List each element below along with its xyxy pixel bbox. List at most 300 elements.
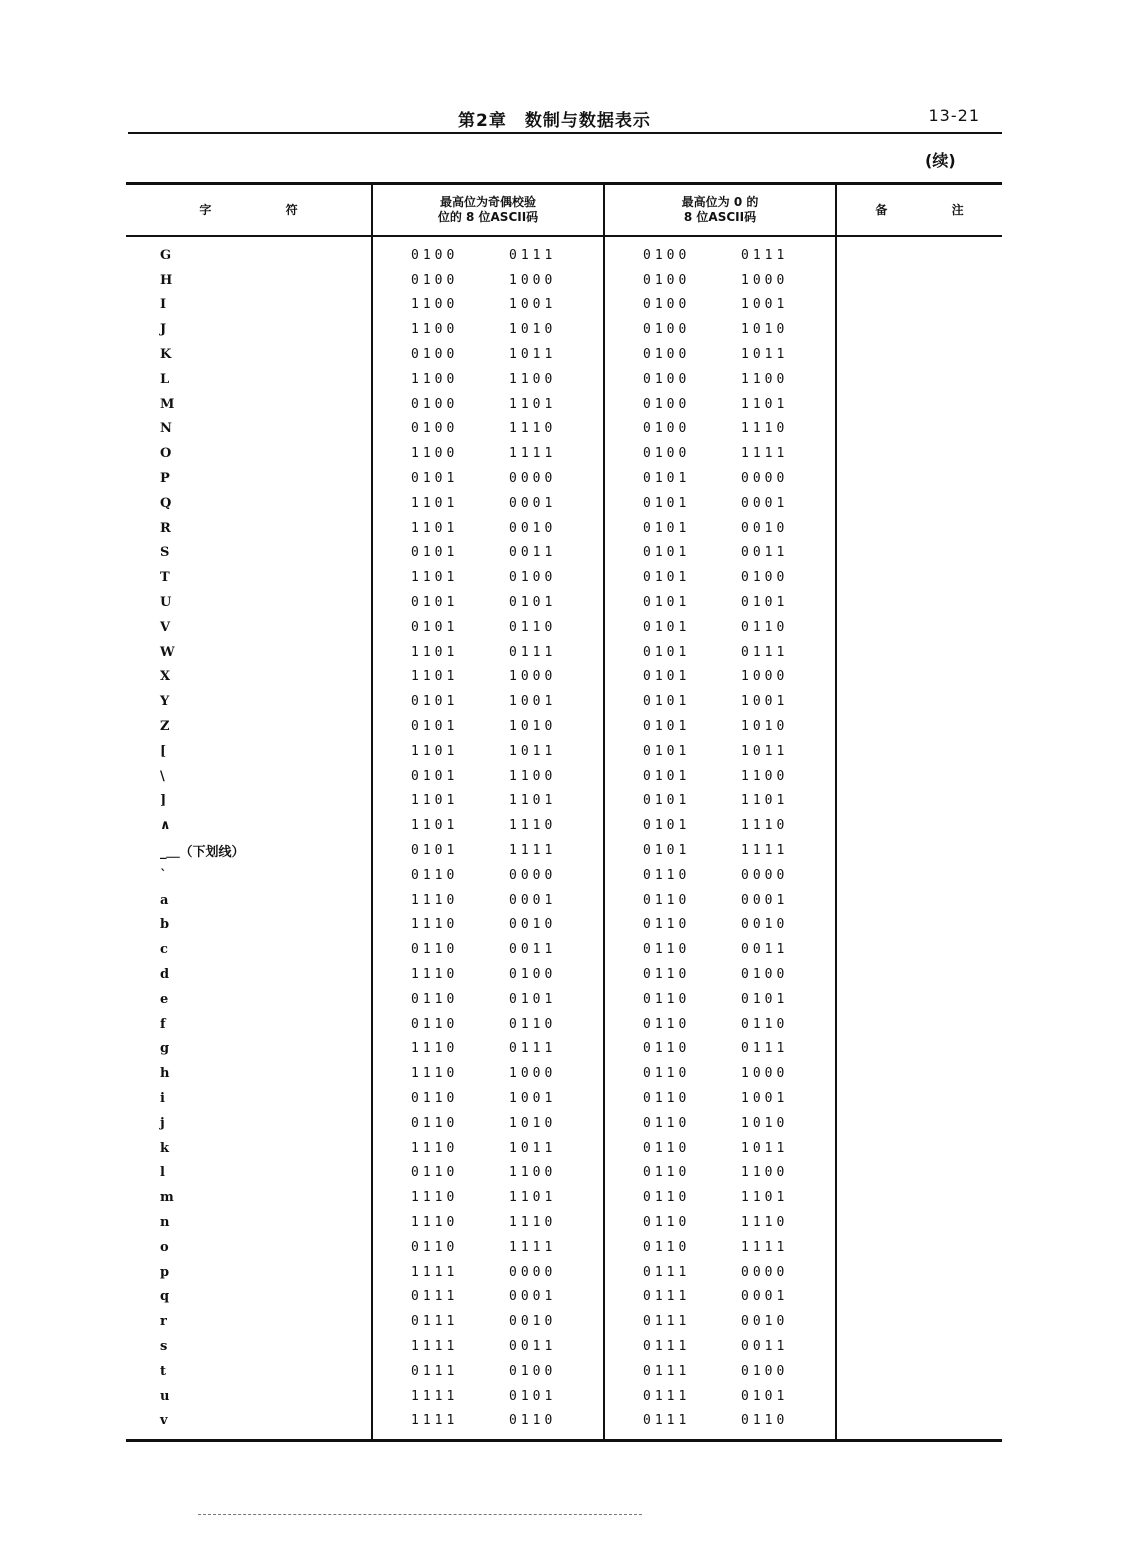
char-cell: L: [160, 371, 170, 387]
high-nibble: 1110: [411, 1041, 459, 1057]
char-cell: q: [160, 1289, 170, 1305]
odd-parity-code-cell: [372, 367, 604, 392]
low-nibble: 1010: [509, 322, 557, 338]
char-cell: V: [160, 619, 171, 635]
char-cell: n: [160, 1214, 170, 1230]
odd-parity-code-cell: [372, 417, 604, 442]
table-row: [126, 764, 1002, 789]
char-cell: g: [160, 1041, 170, 1057]
char-cell: M: [160, 396, 175, 412]
odd-parity-code-cell: [372, 1359, 604, 1384]
high-nibble: 1110: [411, 1190, 459, 1206]
zero-msb-code-cell: [604, 317, 836, 342]
table-row: [126, 615, 1002, 640]
table-row: [126, 1012, 1002, 1037]
note-cell: [836, 392, 1002, 417]
low-nibble: 1110: [741, 421, 789, 437]
table-row: [126, 317, 1002, 342]
high-nibble: 0101: [643, 595, 691, 611]
high-nibble: 0110: [643, 1214, 691, 1230]
odd-parity-code-cell: [372, 987, 604, 1012]
low-nibble: 1001: [509, 1090, 557, 1106]
char-cell: t: [160, 1363, 167, 1379]
zero-msb-code-cell: [604, 838, 836, 863]
table-row: [126, 937, 1002, 962]
zero-msb-code-cell: [604, 1384, 836, 1409]
table-row: [126, 1086, 1002, 1111]
odd-parity-code-cell: [372, 466, 604, 491]
char-cell: f: [160, 1016, 166, 1032]
high-nibble: 0110: [643, 1041, 691, 1057]
char-cell: u: [160, 1388, 170, 1404]
note-cell: [836, 1384, 1002, 1409]
table-row: [126, 987, 1002, 1012]
zero-msb-code-cell: [604, 987, 836, 1012]
char-cell: l: [160, 1165, 165, 1181]
low-nibble: 0110: [509, 1413, 557, 1429]
high-nibble: 0100: [643, 371, 691, 387]
high-nibble: 0101: [411, 694, 459, 710]
zero-msb-code-cell: [604, 293, 836, 318]
char-cell: j: [160, 1115, 165, 1131]
table-row: [126, 417, 1002, 442]
high-nibble: 0101: [411, 545, 459, 561]
high-nibble: 0111: [643, 1264, 691, 1280]
low-nibble: 1001: [741, 297, 789, 313]
note-cell: [836, 1160, 1002, 1185]
ascii-code-table: [126, 182, 1002, 1442]
odd-parity-code-cell: [372, 236, 604, 268]
low-nibble: 0010: [741, 917, 789, 933]
low-nibble: 1010: [741, 322, 789, 338]
odd-parity-code-cell: [372, 714, 604, 739]
high-nibble: 0101: [643, 570, 691, 586]
zero-msb-code-cell: [604, 236, 836, 268]
odd-parity-code-cell: [372, 590, 604, 615]
high-nibble: 0111: [643, 1413, 691, 1429]
high-nibble: 0101: [643, 743, 691, 759]
zero-msb-code-cell: [604, 268, 836, 293]
high-nibble: 1111: [411, 1388, 459, 1404]
odd-parity-code-cell: [372, 1061, 604, 1086]
zero-msb-code-cell: [604, 1408, 836, 1440]
odd-parity-code-cell: [372, 1037, 604, 1062]
table-row: [126, 789, 1002, 814]
low-nibble: 1000: [509, 669, 557, 685]
table-row: [126, 1384, 1002, 1409]
note-cell: [836, 236, 1002, 268]
note-cell: [836, 913, 1002, 938]
table-row: [126, 739, 1002, 764]
high-nibble: 0101: [643, 520, 691, 536]
high-nibble: 0100: [643, 396, 691, 412]
high-nibble: 0100: [643, 272, 691, 288]
odd-parity-code-cell: [372, 863, 604, 888]
low-nibble: 0100: [509, 967, 557, 982]
char-cell: [: [160, 743, 167, 759]
table-row: [126, 491, 1002, 516]
note-cell: [836, 764, 1002, 789]
char-cell: h: [160, 1066, 170, 1082]
char-cell: m: [160, 1190, 174, 1206]
note-cell: [836, 739, 1002, 764]
note-cell: [836, 962, 1002, 987]
zero-msb-code-cell: [604, 1185, 836, 1210]
note-cell: [836, 541, 1002, 566]
high-nibble: 0110: [411, 1165, 459, 1181]
low-nibble: 0110: [741, 1016, 789, 1032]
page-number: 13-21: [928, 106, 980, 125]
high-nibble: 0101: [643, 545, 691, 561]
high-nibble: 0101: [411, 619, 459, 635]
high-nibble: 0101: [643, 818, 691, 834]
odd-parity-code-cell: [372, 392, 604, 417]
high-nibble: 1101: [411, 520, 459, 536]
high-nibble: 0111: [411, 1289, 459, 1305]
note-cell: [836, 838, 1002, 863]
zero-msb-code-cell: [604, 1061, 836, 1086]
zero-msb-code-cell: [604, 937, 836, 962]
odd-parity-code-cell: [372, 838, 604, 863]
low-nibble: 0111: [509, 644, 557, 660]
high-nibble: 1110: [411, 1140, 459, 1156]
high-nibble: 0110: [643, 1016, 691, 1032]
odd-parity-code-cell: [372, 268, 604, 293]
zero-msb-code-cell: [604, 1284, 836, 1309]
char-cell: T: [160, 570, 170, 586]
high-nibble: 0101: [643, 768, 691, 784]
high-nibble: 0101: [643, 719, 691, 735]
note-cell: [836, 888, 1002, 913]
odd-parity-code-cell: [372, 764, 604, 789]
table-row: [126, 342, 1002, 367]
high-nibble: 1101: [411, 644, 459, 660]
column-header-char: 字 符: [126, 184, 372, 237]
low-nibble: 0100: [509, 1363, 557, 1379]
zero-msb-code-cell: [604, 367, 836, 392]
table-row: [126, 1284, 1002, 1309]
table-row: [126, 665, 1002, 690]
high-nibble: 0101: [643, 471, 691, 487]
low-nibble: 1100: [509, 371, 557, 387]
low-nibble: 1111: [509, 843, 557, 859]
table-row: [126, 1235, 1002, 1260]
high-nibble: 0100: [411, 247, 459, 263]
low-nibble: 1110: [509, 818, 557, 834]
high-nibble: 0100: [411, 272, 459, 288]
note-cell: [836, 516, 1002, 541]
low-nibble: 0011: [741, 1338, 789, 1354]
low-nibble: 0000: [741, 1264, 789, 1280]
odd-parity-code-cell: [372, 1235, 604, 1260]
odd-parity-code-cell: [372, 689, 604, 714]
low-nibble: 0010: [509, 520, 557, 536]
table-row: [126, 714, 1002, 739]
zero-msb-code-cell: [604, 962, 836, 987]
zero-msb-code-cell: [604, 1086, 836, 1111]
table-row: [126, 1185, 1002, 1210]
note-cell: [836, 1284, 1002, 1309]
char-cell: c: [160, 942, 168, 958]
char-cell: X: [160, 669, 171, 685]
note-cell: [836, 590, 1002, 615]
char-cell: Q: [160, 495, 172, 511]
low-nibble: 1100: [741, 768, 789, 784]
char-cell: R: [160, 520, 171, 536]
low-nibble: 1011: [741, 1140, 789, 1156]
high-nibble: 1110: [411, 1214, 459, 1230]
low-nibble: 1010: [509, 1115, 557, 1131]
table-row: [126, 392, 1002, 417]
table-row: [126, 466, 1002, 491]
low-nibble: 0000: [741, 867, 789, 883]
low-nibble: 0101: [509, 595, 557, 611]
high-nibble: 0111: [643, 1388, 691, 1404]
high-nibble: 0110: [411, 1090, 459, 1106]
high-nibble: 0101: [411, 471, 459, 487]
table-row: [126, 1037, 1002, 1062]
high-nibble: 1101: [411, 793, 459, 809]
low-nibble: 0010: [509, 917, 557, 933]
table-row: [126, 1061, 1002, 1086]
low-nibble: 1001: [509, 297, 557, 313]
low-nibble: 1011: [509, 743, 557, 759]
note-cell: [836, 491, 1002, 516]
zero-msb-code-cell: [604, 1136, 836, 1161]
zero-msb-code-cell: [604, 913, 836, 938]
zero-msb-code-cell: [604, 764, 836, 789]
zero-msb-code-cell: [604, 1210, 836, 1235]
high-nibble: 0110: [643, 942, 691, 958]
low-nibble: 0011: [509, 942, 557, 958]
low-nibble: 1000: [509, 1066, 557, 1082]
low-nibble: 0110: [509, 1016, 557, 1032]
low-nibble: 1100: [509, 1165, 557, 1181]
high-nibble: 1101: [411, 818, 459, 834]
table-row: [126, 1334, 1002, 1359]
odd-parity-code-cell: [372, 1111, 604, 1136]
high-nibble: 1110: [411, 917, 459, 933]
column-header-note: 备 注: [836, 184, 1002, 237]
odd-parity-code-cell: [372, 342, 604, 367]
note-cell: [836, 268, 1002, 293]
low-nibble: 1011: [741, 347, 789, 363]
high-nibble: 1110: [411, 892, 459, 908]
note-cell: [836, 640, 1002, 665]
low-nibble: 1101: [741, 396, 789, 412]
char-cell: ∧: [160, 818, 171, 834]
table-row: [126, 1210, 1002, 1235]
low-nibble: 0100: [741, 1363, 789, 1379]
high-nibble: 0110: [643, 1190, 691, 1206]
odd-parity-code-cell: [372, 317, 604, 342]
note-cell: [836, 342, 1002, 367]
low-nibble: 1011: [509, 347, 557, 363]
odd-parity-code-cell: [372, 1309, 604, 1334]
char-cell: S: [160, 545, 170, 561]
table-row: [126, 1136, 1002, 1161]
odd-parity-code-cell: [372, 888, 604, 913]
char-cell: J: [160, 322, 167, 338]
low-nibble: 0111: [509, 1041, 557, 1057]
low-nibble: 1000: [509, 272, 557, 288]
note-cell: [836, 1086, 1002, 1111]
low-nibble: 0111: [741, 247, 789, 263]
low-nibble: 1111: [741, 1239, 789, 1255]
low-nibble: 1100: [741, 371, 789, 387]
note-cell: [836, 466, 1002, 491]
low-nibble: 0001: [741, 495, 789, 511]
table-row: [126, 813, 1002, 838]
high-nibble: 0100: [643, 247, 691, 263]
low-nibble: 1110: [509, 1214, 557, 1230]
high-nibble: 0110: [411, 991, 459, 1007]
note-cell: [836, 1136, 1002, 1161]
high-nibble: 0110: [643, 1090, 691, 1106]
column-header-zero-msb: 最高位为 0 的 8 位ASCII码: [604, 184, 836, 237]
zero-msb-code-cell: [604, 541, 836, 566]
high-nibble: 0111: [411, 1363, 459, 1379]
char-cell: p: [160, 1264, 170, 1280]
high-nibble: 0101: [411, 768, 459, 784]
zero-msb-code-cell: [604, 1334, 836, 1359]
note-cell: [836, 689, 1002, 714]
char-cell: v: [160, 1413, 168, 1429]
high-nibble: 0101: [643, 644, 691, 660]
char-cell: P: [160, 471, 170, 487]
high-nibble: 0110: [411, 1115, 459, 1131]
high-nibble: 0110: [643, 1115, 691, 1131]
table-row: [126, 888, 1002, 913]
table-row: [126, 1160, 1002, 1185]
table-row: [126, 516, 1002, 541]
high-nibble: 0100: [411, 421, 459, 437]
low-nibble: 1111: [741, 446, 789, 462]
high-nibble: 1100: [411, 297, 459, 313]
high-nibble: 0100: [643, 421, 691, 437]
high-nibble: 0100: [643, 446, 691, 462]
odd-parity-code-cell: [372, 1012, 604, 1037]
low-nibble: 1111: [509, 446, 557, 462]
note-cell: [836, 441, 1002, 466]
low-nibble: 1100: [741, 1165, 789, 1181]
high-nibble: 0110: [643, 967, 691, 982]
zero-msb-code-cell: [604, 516, 836, 541]
table-header-row: [126, 184, 1002, 237]
high-nibble: 0101: [411, 595, 459, 611]
note-cell: [836, 1185, 1002, 1210]
zero-msb-code-cell: [604, 466, 836, 491]
table-row: [126, 565, 1002, 590]
high-nibble: 0110: [411, 942, 459, 958]
high-nibble: 1110: [411, 1066, 459, 1082]
char-cell: s: [160, 1338, 168, 1354]
low-nibble: 0000: [741, 471, 789, 487]
low-nibble: 0001: [509, 1289, 557, 1305]
low-nibble: 0100: [741, 967, 789, 982]
low-nibble: 1000: [741, 1066, 789, 1082]
odd-parity-code-cell: [372, 1408, 604, 1440]
high-nibble: 0101: [643, 793, 691, 809]
low-nibble: 1110: [509, 421, 557, 437]
low-nibble: 0010: [509, 1314, 557, 1330]
low-nibble: 0100: [741, 570, 789, 586]
low-nibble: 0000: [509, 471, 557, 487]
low-nibble: 1010: [741, 1115, 789, 1131]
low-nibble: 1111: [741, 843, 789, 859]
zero-msb-code-cell: [604, 1037, 836, 1062]
low-nibble: 1001: [509, 694, 557, 710]
high-nibble: 0110: [643, 1239, 691, 1255]
char-cell: U: [160, 595, 172, 611]
running-header: [128, 104, 1002, 134]
high-nibble: 0111: [643, 1338, 691, 1354]
zero-msb-code-cell: [604, 640, 836, 665]
high-nibble: 0100: [643, 297, 691, 313]
low-nibble: 0101: [741, 1388, 789, 1404]
chapter-title: 第2章 数制与数据表示: [458, 111, 651, 131]
high-nibble: 1111: [411, 1413, 459, 1429]
note-cell: [836, 317, 1002, 342]
char-cell: ]: [160, 793, 167, 809]
odd-parity-code-cell: [372, 1160, 604, 1185]
note-cell: [836, 714, 1002, 739]
char-cell: O: [160, 446, 172, 462]
odd-parity-code-cell: [372, 1384, 604, 1409]
note-cell: [836, 1111, 1002, 1136]
odd-parity-code-cell: [372, 640, 604, 665]
high-nibble: 0111: [643, 1289, 691, 1305]
low-nibble: 0010: [741, 520, 789, 536]
zero-msb-code-cell: [604, 888, 836, 913]
zero-msb-code-cell: [604, 417, 836, 442]
note-cell: [836, 1210, 1002, 1235]
odd-parity-code-cell: [372, 1260, 604, 1285]
table-row: [126, 1260, 1002, 1285]
odd-parity-code-cell: [372, 937, 604, 962]
low-nibble: 1101: [741, 1190, 789, 1206]
table-row: [126, 1359, 1002, 1384]
high-nibble: 0110: [643, 867, 691, 883]
high-nibble: 1110: [411, 967, 459, 982]
char-cell: r: [160, 1314, 167, 1330]
low-nibble: 1110: [741, 1214, 789, 1230]
zero-msb-code-cell: [604, 590, 836, 615]
low-nibble: 1110: [741, 818, 789, 834]
low-nibble: 0011: [509, 545, 557, 561]
low-nibble: 0101: [509, 1388, 557, 1404]
high-nibble: 0110: [643, 1066, 691, 1082]
high-nibble: 0101: [411, 843, 459, 859]
continued-label: (续): [925, 151, 956, 170]
high-nibble: 1111: [411, 1264, 459, 1280]
low-nibble: 1111: [509, 1239, 557, 1255]
high-nibble: 1100: [411, 322, 459, 338]
low-nibble: 0111: [509, 247, 557, 263]
table-row: [126, 590, 1002, 615]
char-cell: Z: [160, 719, 170, 735]
note-cell: [836, 565, 1002, 590]
table-row: [126, 962, 1002, 987]
table-row: [126, 367, 1002, 392]
low-nibble: 0001: [509, 892, 557, 908]
low-nibble: 1000: [741, 669, 789, 685]
high-nibble: 0101: [643, 619, 691, 635]
high-nibble: 0100: [411, 396, 459, 412]
high-nibble: 0110: [643, 991, 691, 1007]
high-nibble: 0101: [643, 669, 691, 685]
char-cell: b: [160, 917, 170, 933]
